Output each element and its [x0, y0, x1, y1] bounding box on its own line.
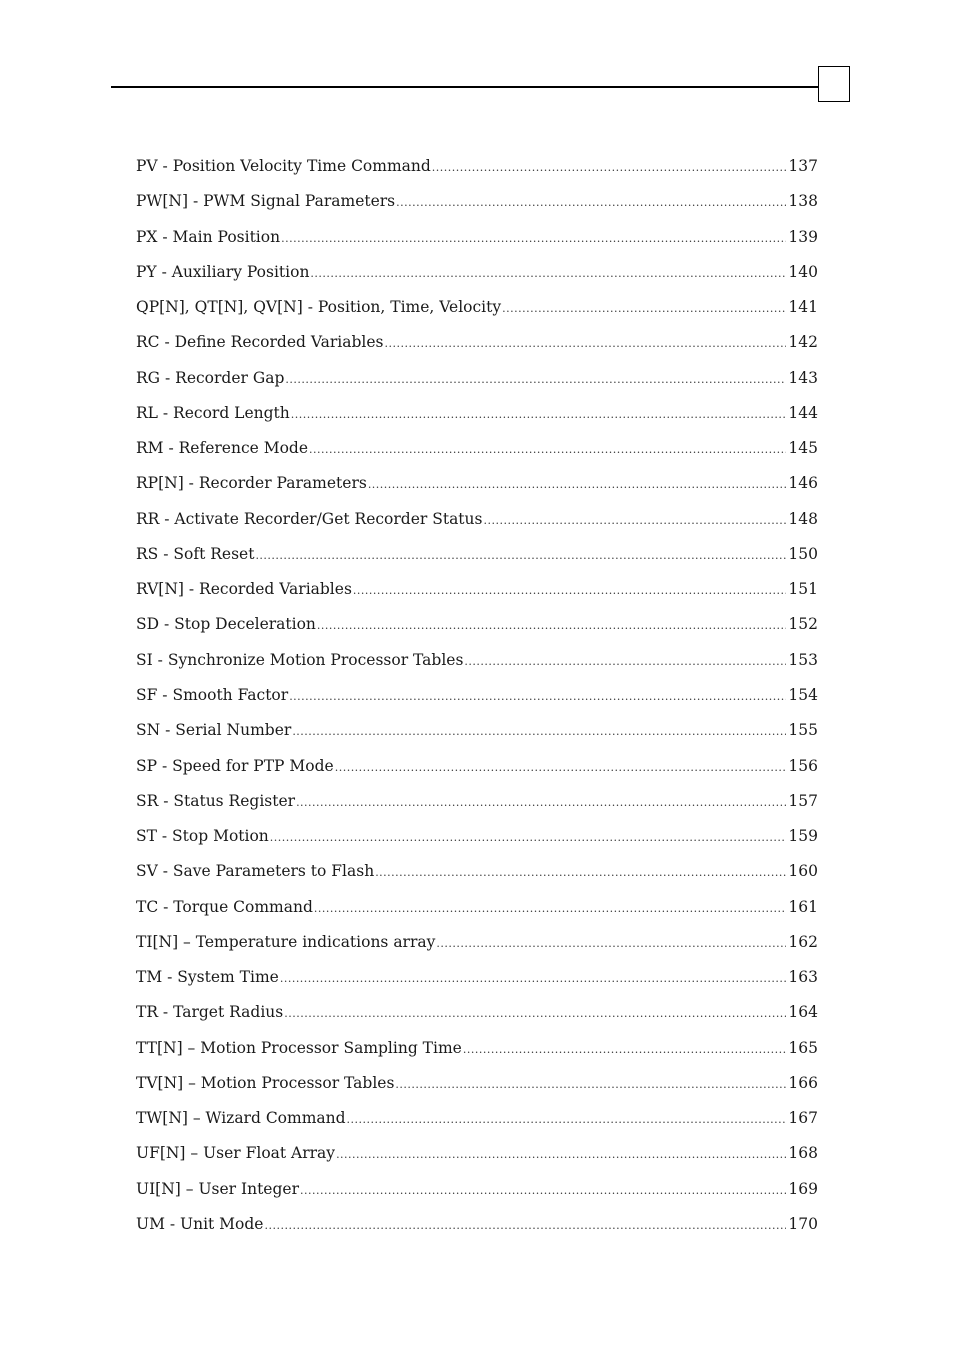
toc-entry-title: RV[N] - Recorded Variables: [136, 580, 352, 599]
toc-entry-title: TV[N] – Motion Processor Tables: [136, 1073, 395, 1092]
toc-entry-page-number: 140: [788, 262, 818, 281]
toc-dot-leader: [347, 1102, 787, 1137]
toc-entry-title: SR - Status Register: [136, 791, 296, 810]
toc-entry-page-number: 165: [788, 1038, 818, 1057]
toc-dot-leader: [317, 608, 787, 643]
toc-entry-title: PW[N] - PWM Signal Parameters: [136, 192, 396, 211]
toc-entry-title: SI - Synchronize Motion Processor Tables: [136, 650, 464, 669]
page-number-box: [818, 66, 850, 102]
toc-entry[interactable]: [136, 1172, 818, 1207]
toc-entry-page-number: 143: [788, 368, 818, 387]
toc-entry-page-number: 150: [788, 544, 818, 563]
toc-entry-page-number: 163: [788, 968, 818, 987]
toc-entry[interactable]: [136, 431, 818, 466]
toc-entry-title: SP - Speed for PTP Mode: [136, 756, 334, 775]
toc-entry-title: TC - Torque Command: [136, 897, 313, 916]
toc-entry[interactable]: [136, 220, 818, 255]
toc-dot-leader: [464, 644, 786, 679]
toc-entry-page-number: 148: [788, 509, 818, 528]
toc-entry-page-number: 151: [788, 580, 818, 599]
toc-dot-leader: [314, 891, 787, 926]
toc-entry[interactable]: [136, 502, 818, 537]
toc-entry-title: SD - Stop Deceleration: [136, 615, 316, 634]
toc-dot-leader: [292, 714, 786, 749]
toc-entry[interactable]: [136, 995, 818, 1030]
toc-entry-title: RS - Soft Reset: [136, 544, 255, 563]
toc-entry-page-number: 154: [788, 685, 818, 704]
toc-dot-leader: [281, 221, 786, 256]
toc-dot-leader: [396, 185, 786, 220]
toc-dot-leader: [309, 432, 786, 467]
toc-entry-page-number: 160: [788, 862, 818, 881]
toc-entry[interactable]: [136, 572, 818, 607]
toc-entry-page-number: 139: [788, 227, 818, 246]
toc-entry-page-number: 164: [788, 1003, 818, 1022]
toc-entry-page-number: 137: [788, 157, 818, 175]
toc-entry-title: UM - Unit Mode: [136, 1214, 264, 1233]
toc-dot-leader: [368, 467, 787, 502]
toc-entry-title: TW[N] – Wizard Command: [136, 1109, 346, 1128]
toc-entry-title: UF[N] – User Float Array: [136, 1144, 336, 1163]
toc-entry-title: TM - System Time: [136, 968, 279, 987]
toc-entry-title: RG - Recorder Gap: [136, 368, 285, 387]
toc-entry-title: RM - Reference Mode: [136, 439, 309, 458]
toc-dot-leader: [270, 820, 787, 855]
toc-entry[interactable]: [136, 537, 818, 572]
toc-dot-leader: [375, 855, 786, 890]
toc-entry[interactable]: [136, 396, 818, 431]
toc-entry-title: RP[N] - Recorder Parameters: [136, 474, 367, 493]
toc-entry-title: RR - Activate Recorder/Get Recorder Status: [136, 509, 483, 528]
toc-entry-title: PV - Position Velocity Time Command: [136, 157, 431, 175]
toc-entry[interactable]: [136, 890, 818, 925]
toc-entry[interactable]: [136, 678, 818, 713]
toc-entry[interactable]: [136, 361, 818, 396]
toc-entry-page-number: 169: [788, 1179, 818, 1198]
toc-entry-page-number: 152: [788, 615, 818, 634]
toc-entry-page-number: 153: [788, 650, 818, 669]
toc-dot-leader: [284, 996, 786, 1031]
header-rule: [111, 86, 823, 88]
toc-entry-page-number: 145: [788, 439, 818, 458]
toc-dot-leader: [280, 961, 787, 996]
table-of-contents: [136, 149, 818, 1242]
toc-entry[interactable]: [136, 749, 818, 784]
toc-entry-title: SV - Save Parameters to Flash: [136, 862, 375, 881]
toc-entry-title: QP[N], QT[N], QV[N] - Position, Time, Velocity: [136, 298, 502, 317]
toc-entry[interactable]: [136, 1136, 818, 1171]
toc-dot-leader: [353, 573, 787, 608]
toc-entry-page-number: 157: [788, 791, 818, 810]
toc-entry-title: TT[N] – Motion Processor Sampling Time: [136, 1038, 462, 1057]
toc-entry[interactable]: [136, 607, 818, 642]
toc-dot-leader: [432, 150, 787, 185]
toc-entry-page-number: 170: [788, 1214, 818, 1233]
toc-entry-page-number: 155: [788, 721, 818, 740]
toc-entry-title: ST - Stop Motion: [136, 827, 269, 846]
toc-entry[interactable]: [136, 184, 818, 219]
toc-entry-title: SF - Smooth Factor: [136, 685, 289, 704]
toc-dot-leader: [264, 1208, 786, 1243]
toc-entry[interactable]: [136, 290, 818, 325]
toc-entry-page-number: 159: [788, 827, 818, 846]
toc-entry[interactable]: [136, 149, 818, 184]
toc-entry[interactable]: [136, 643, 818, 678]
toc-entry-title: PY - Auxiliary Position: [136, 262, 310, 281]
toc-entry[interactable]: [136, 325, 818, 360]
toc-dot-leader: [310, 256, 786, 291]
toc-entry-page-number: 144: [788, 403, 818, 422]
toc-dot-leader: [384, 326, 786, 361]
toc-entry-page-number: 142: [788, 333, 818, 352]
toc-dot-leader: [289, 679, 786, 714]
toc-entry[interactable]: [136, 466, 818, 501]
toc-dot-leader: [395, 1067, 786, 1102]
toc-entry-page-number: 162: [788, 932, 818, 951]
toc-entry-page-number: 161: [788, 897, 818, 916]
toc-entry[interactable]: [136, 925, 818, 960]
toc-entry-title: PX - Main Position: [136, 227, 281, 246]
toc-entry-page-number: 138: [788, 192, 818, 211]
toc-entry-title: UI[N] – User Integer: [136, 1179, 299, 1198]
toc-dot-leader: [255, 538, 786, 573]
toc-dot-leader: [483, 503, 786, 538]
toc-dot-leader: [502, 291, 786, 326]
toc-entry[interactable]: [136, 1066, 818, 1101]
toc-entry[interactable]: [136, 255, 818, 290]
toc-entry[interactable]: [136, 960, 818, 995]
toc-entry-page-number: 168: [788, 1144, 818, 1163]
toc-entry-title: TR - Target Radius: [136, 1003, 284, 1022]
toc-entry[interactable]: [136, 1031, 818, 1066]
toc-dot-leader: [336, 1137, 786, 1172]
toc-entry-page-number: 166: [788, 1073, 818, 1092]
toc-entry-page-number: 146: [788, 474, 818, 493]
toc-entry-page-number: 156: [788, 756, 818, 775]
toc-dot-leader: [291, 397, 787, 432]
toc-entry[interactable]: [136, 819, 818, 854]
toc-entry[interactable]: [136, 1101, 818, 1136]
toc-entry[interactable]: [136, 713, 818, 748]
toc-dot-leader: [296, 785, 786, 820]
toc-entry[interactable]: [136, 784, 818, 819]
toc-dot-leader: [436, 926, 786, 961]
toc-entry-title: RC - Define Recorded Variables: [136, 333, 384, 352]
toc-dot-leader: [335, 750, 787, 785]
toc-entry-page-number: 167: [788, 1109, 818, 1128]
toc-dot-leader: [285, 362, 786, 397]
toc-entry-title: TI[N] – Temperature indications array: [136, 932, 436, 951]
toc-entry-title: RL - Record Length: [136, 403, 290, 422]
toc-entry-title: SN - Serial Number: [136, 721, 292, 740]
toc-entry-page-number: 141: [788, 298, 818, 317]
toc-dot-leader: [300, 1173, 786, 1208]
toc-entry[interactable]: [136, 854, 818, 889]
toc-dot-leader: [463, 1032, 787, 1067]
toc-entry[interactable]: [136, 1207, 818, 1242]
